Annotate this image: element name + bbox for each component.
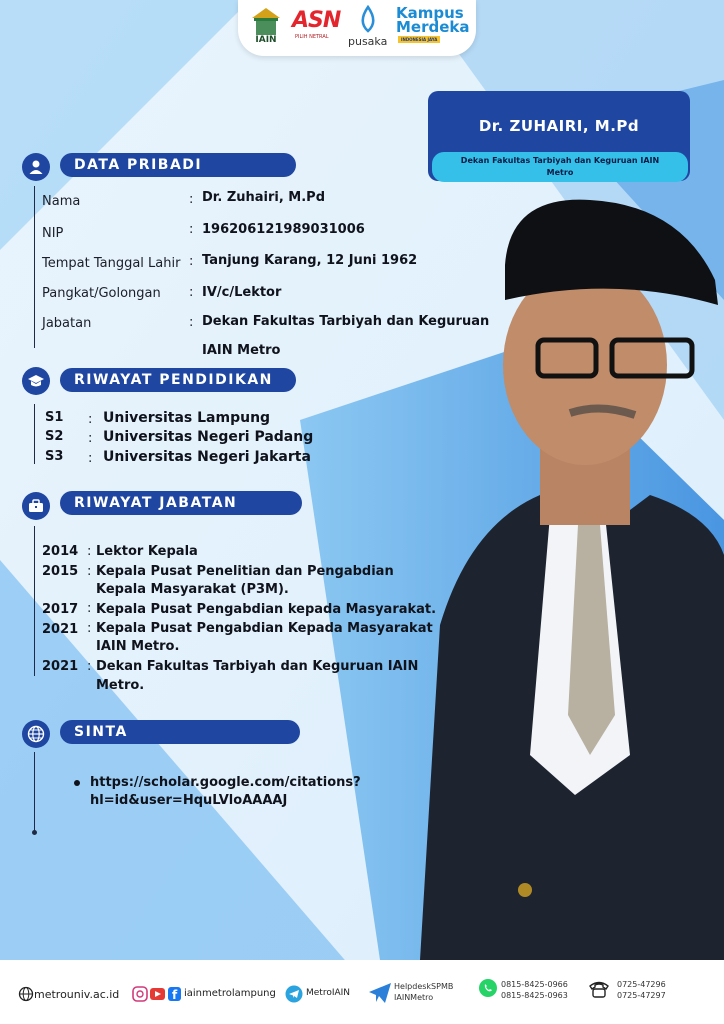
iain-logo-text: IAIN <box>255 35 277 45</box>
label-nama: Nama <box>42 194 81 209</box>
phone-icon <box>588 980 610 998</box>
section-heading-riwayat-pendidikan: RIWAYAT PENDIDIKAN <box>60 368 296 392</box>
job-year: 2021 <box>42 622 79 637</box>
social-media-icons <box>132 986 182 1002</box>
colon: : <box>87 601 92 616</box>
value-ttl: Tanjung Karang, 12 Juni 1962 <box>202 253 418 268</box>
job-title: Kepala Pusat Penelitian dan Pengabdian <box>96 564 394 579</box>
divider-line <box>34 404 35 464</box>
footer-phone[interactable]: 0725-47296 0725-47297 <box>617 980 666 1000</box>
edu-level: S1 <box>45 410 64 425</box>
colon: : <box>87 544 92 559</box>
kampus-merdeka-logo: Kampus Merdeka <box>396 4 470 36</box>
send-icon <box>368 982 392 1004</box>
label-jabatan: Jabatan <box>42 316 92 331</box>
edu-school: Universitas Negeri Jakarta <box>103 449 311 465</box>
edu-school: Universitas Negeri Padang <box>103 429 314 445</box>
divider-line <box>34 186 35 348</box>
value-nama: Dr. Zuhairi, M.Pd <box>202 190 326 205</box>
label-ttl: Tempat Tanggal Lahir <box>42 256 181 271</box>
colon: : <box>189 254 194 269</box>
value-jabatan: Dekan Fakultas Tarbiyah dan Keguruan <box>202 314 490 329</box>
svg-text:f: f <box>172 988 178 1002</box>
edu-level: S3 <box>45 449 64 464</box>
job-title-line2: IAIN Metro. <box>96 639 180 654</box>
bullet-icon <box>74 780 80 786</box>
job-title: Kepala Pusat Pengabdian kepada Masyarakat. <box>96 602 437 617</box>
colon: : <box>87 659 92 674</box>
globe-icon <box>18 986 34 1002</box>
value-jabatan-line2: IAIN Metro <box>202 343 281 358</box>
divider-line <box>34 526 35 676</box>
job-title: Lektor Kepala <box>96 544 198 559</box>
job-title-line2: Kepala Masyarakat (P3M). <box>96 582 289 597</box>
label-pangkat: Pangkat/Golongan <box>42 286 161 301</box>
section-heading-data-pribadi: DATA PRIBADI <box>60 153 296 177</box>
colon: : <box>189 222 194 237</box>
colon: : <box>88 451 93 466</box>
job-year: 2021 <box>42 659 79 674</box>
footer-helpdesk[interactable]: HelpdeskSPMB IAINMetro <box>394 982 454 1002</box>
globe-icon <box>22 720 50 748</box>
timeline-dot <box>32 830 37 835</box>
label-nip: NIP <box>42 226 64 241</box>
telegram-icon <box>285 985 303 1003</box>
footer-telegram[interactable]: MetroIAIN <box>306 988 351 998</box>
job-year: 2017 <box>42 602 79 617</box>
job-year: 2014 <box>42 544 79 559</box>
profile-name: Dr. ZUHAIRI, M.Pd <box>478 117 640 135</box>
job-title: Kepala Pusat Pengabdian Kepada Masyarakat <box>96 621 433 636</box>
profile-position: Dekan Fakultas Tarbiyah dan Keguruan IAIN Metro <box>432 152 688 182</box>
footer-whatsapp[interactable]: 0815-8425-0966 0815-8425-0963 <box>501 980 568 1000</box>
colon: : <box>189 315 194 330</box>
footer-social-handle[interactable]: iainmetrolampung <box>184 988 276 999</box>
graduation-cap-icon <box>22 367 50 395</box>
edu-school: Universitas Lampung <box>103 410 271 426</box>
colon: : <box>87 564 92 579</box>
colon: : <box>87 621 92 636</box>
whatsapp-icon <box>478 978 498 998</box>
value-nip: 196206121989031006 <box>202 222 365 237</box>
asn-logo: ASN <box>292 8 341 33</box>
briefcase-icon <box>22 492 50 520</box>
job-year: 2015 <box>42 564 79 579</box>
colon: : <box>189 285 194 300</box>
pusaka-logo-text: pusaka <box>348 35 388 48</box>
job-title-line2: Metro. <box>96 678 145 693</box>
colon: : <box>88 412 93 427</box>
pusaka-logo-icon <box>358 5 378 33</box>
sinta-link[interactable]: https://scholar.google.com/citations? hl=id&user=HquLVloAAAAJ <box>90 775 361 808</box>
edu-level: S2 <box>45 429 64 444</box>
section-heading-sinta: SINTA <box>60 720 300 744</box>
kampus-merdeka-tagline: INDONESIA JAYA <box>398 36 440 43</box>
footer-website[interactable]: metrouniv.ac.id <box>34 988 120 1001</box>
section-heading-riwayat-jabatan: RIWAYAT JABATAN <box>60 491 302 515</box>
job-title: Dekan Fakultas Tarbiyah dan Keguruan IAIN <box>96 659 419 674</box>
divider-line <box>34 752 35 832</box>
user-icon <box>22 153 50 181</box>
colon: : <box>189 192 194 207</box>
asn-logo-subtitle: PILIH NETRAL <box>295 34 329 40</box>
value-pangkat: IV/c/Lektor <box>202 285 282 300</box>
colon: : <box>88 431 93 446</box>
portrait-photo <box>400 195 724 960</box>
